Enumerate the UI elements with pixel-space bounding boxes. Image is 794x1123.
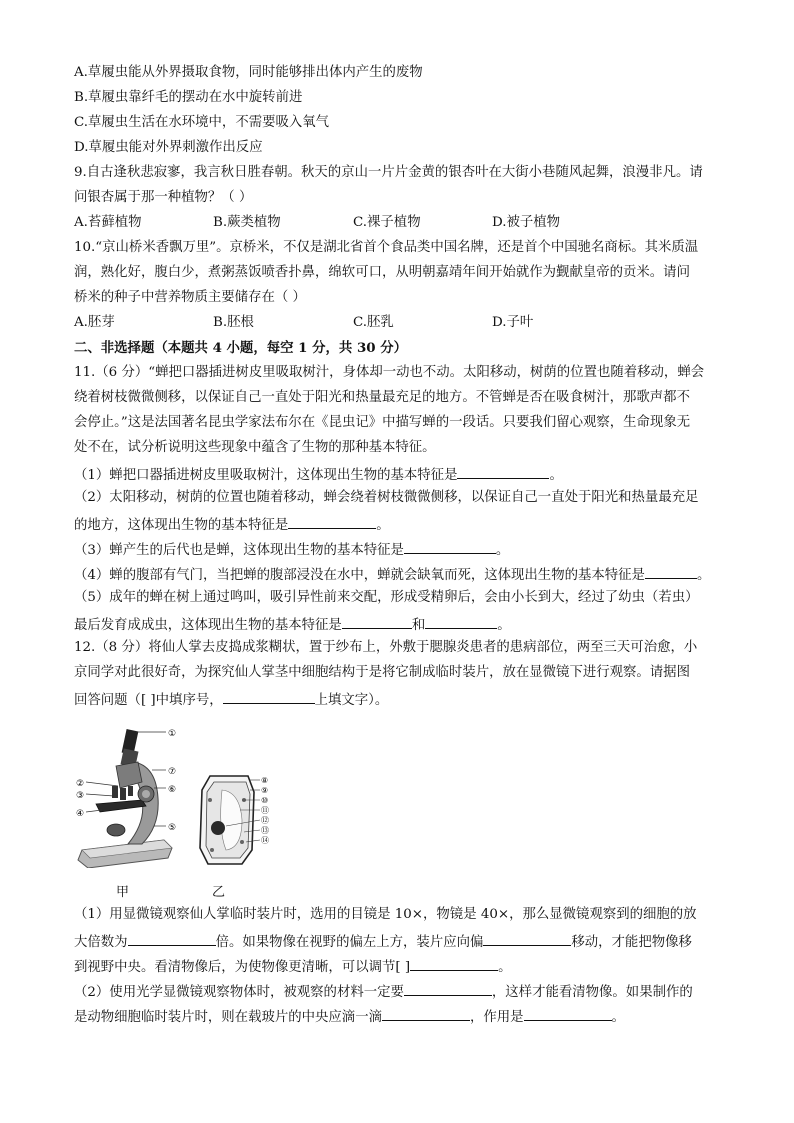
q10-option-b: B.胚根 <box>213 315 254 330</box>
microscope-figure <box>72 722 184 868</box>
mark-3: ③ <box>76 791 85 801</box>
answer-blank[interactable] <box>128 931 216 946</box>
q9-option-d: D.被子植物 <box>492 215 561 230</box>
q9-option-b: B.蕨类植物 <box>213 215 281 230</box>
q8-option-a: A.草履虫能从外界摄取食物，同时能够排出体内产生的废物 <box>74 65 423 80</box>
mark-12: ⑫ <box>261 816 269 825</box>
q12-intro-line1: 12.（8 分）将仙人掌去皮捣成浆糊状，置于纱布上，外敷于腮腺炎患者的患病部位，两至三天可治愈，小 <box>74 640 698 655</box>
q10-stem-line2: 润，熟化好，腹白少，煮粥蒸饭喷香扑鼻，绵软可口，从明朝嘉靖年间开始就作为觐献皇帝的贡米。请问 <box>74 265 690 280</box>
q11-intro-line3: 会停止。”这是法国著名昆虫学家法布尔在《昆虫记》中描写蝉的一段话。只要我们留心观察，生命现象无 <box>74 415 691 430</box>
q11-sub2-line2: 的地方，这体现出生物的基本特征是 。 <box>74 514 390 535</box>
q11-intro-line2: 绕着树枝微微侧移，以保证自己一直处于阳光和热量最充足的地方。不管蝉是否在吸食树汁，那歌声都不 <box>74 390 690 405</box>
section2-heading: 二、非选择题（本题共 4 小题，每空 1 分，共 30 分） <box>74 340 408 356</box>
answer-blank[interactable] <box>425 614 497 629</box>
answer-blank[interactable] <box>410 956 498 971</box>
answer-blank[interactable] <box>645 564 697 579</box>
q10-option-d: D.子叶 <box>492 315 534 330</box>
q11-sub2-line1: （2）太阳移动，树荫的位置也随着移动，蝉会绕着树枝微微侧移，以保证自己一直处于阳光和热量最充足 <box>74 490 699 505</box>
q11-sub3: （3）蝉产生的后代也是蝉，这体现出生物的基本特征是 。 <box>74 539 509 560</box>
q11-intro-line1: 11.（6 分）“蝉把口器插进树皮里吸取树汁，身体却一动也不动。太阳移动，树荫的位置也随着移动，蝉会 <box>74 365 705 380</box>
answer-blank <box>223 689 315 704</box>
q12-part1-line1: （1）用显微镜观察仙人掌临时装片时，选用的目镜是 10×，物镜是 40×，那么显微镜观察到的细胞的放 <box>74 907 697 922</box>
mark-10: ⑩ <box>261 796 269 805</box>
q12-part2-line2: 是动物细胞临时装片时，则在载玻片的中央应滴一滴 ，作用是 。 <box>74 1006 625 1027</box>
mark-9: ⑨ <box>261 786 269 795</box>
q12-part1-line2: 大倍数为 倍。如果物像在视野的偏左上方，装片应向偏 移动，才能把物像移 <box>74 931 692 952</box>
mark-8: ⑧ <box>261 776 269 785</box>
mark-4: ④ <box>76 809 85 819</box>
answer-blank[interactable] <box>457 464 549 479</box>
q9-stem-line2: 问银杏属于那一种植物？（ ） <box>74 190 253 205</box>
q11-sub5-line1: （5）成年的蝉在树上通过鸣叫，吸引异性前来交配，形成受精卵后，会由小长到大，经过了幼虫（若虫） <box>74 590 699 605</box>
plant-cell-figure <box>196 770 276 870</box>
q11-sub4: （4）蝉的腹部有气门，当把蝉的腹部浸没在水中，蝉就会缺氧而死，这体现出生物的基本特征是 。 <box>74 564 710 585</box>
q11-sub5-line2: 最后发育成成虫，这体现出生物的基本特征是 和 。 <box>74 614 511 635</box>
mark-2: ② <box>76 779 85 789</box>
mark-1: ① <box>168 729 177 739</box>
q10-stem-line1: 10.“京山桥米香飘万里”。京桥米，不仅是湖北省首个食品类中国名牌，还是首个中国驰名商标。其米质温 <box>74 240 699 255</box>
q8-option-b: B.草履虫靠纤毛的摆动在水中旋转前进 <box>74 90 303 105</box>
q10-option-c: C.胚乳 <box>353 315 394 330</box>
answer-blank[interactable] <box>382 1006 470 1021</box>
q11-sub1: （1）蝉把口器插进树皮里吸取树汁，这体现出生物的基本特征是 。 <box>74 464 563 485</box>
mark-5: ⑤ <box>168 823 177 833</box>
q12-part1-line3: 到视野中央。看清物像后，为使物像更清晰，可以调节[ ] 。 <box>74 956 511 977</box>
q9-option-a: A.苔藓植物 <box>74 215 142 230</box>
mark-14: ⑭ <box>261 836 269 845</box>
answer-blank[interactable] <box>524 1006 612 1021</box>
answer-blank[interactable] <box>288 514 376 529</box>
mark-13: ⑬ <box>261 826 269 835</box>
answer-blank[interactable] <box>483 931 571 946</box>
answer-blank[interactable] <box>404 981 492 996</box>
q10-stem-line3: 桥米的种子中营养物质主要储存在（ ） <box>74 290 306 305</box>
mark-11: ⑪ <box>261 806 269 815</box>
q12-intro-line2: 京同学对此很好奇，为探究仙人掌茎中细胞结构于是将它制成临时装片，放在显微镜下进行观察。请据图 <box>74 665 690 680</box>
answer-blank[interactable] <box>404 539 496 554</box>
answer-blank[interactable] <box>342 614 412 629</box>
figure-label-jia: 甲 <box>116 885 130 900</box>
q10-option-a: A.胚芽 <box>74 315 115 330</box>
mark-7: ⑦ <box>168 767 177 777</box>
figure-label-yi: 乙 <box>212 885 226 900</box>
q11-intro-line4: 处不在，试分析说明这些现象中蕴含了生物的那种基本特征。 <box>74 440 436 455</box>
q12-intro-line3: 回答问题（[ ]中填序号， 上填文字）。 <box>74 689 388 710</box>
q8-option-d: D.草履虫能对外界刺激作出反应 <box>74 140 263 155</box>
q9-stem-line1: 9.自古逢秋悲寂寥，我言秋日胜春朝。秋天的京山一片片金黄的银杏叶在大街小巷随风起舞，浪漫非凡。请 <box>74 165 703 180</box>
q12-part2-line1: （2）使用光学显微镜观察物体时，被观察的材料一定要 ，这样才能看清物像。如果制作的 <box>74 981 693 1002</box>
q8-option-c: C.草履虫生活在水环境中，不需要吸入氧气 <box>74 115 330 130</box>
mark-6: ⑥ <box>168 785 177 795</box>
q9-option-c: C.裸子植物 <box>353 215 421 230</box>
